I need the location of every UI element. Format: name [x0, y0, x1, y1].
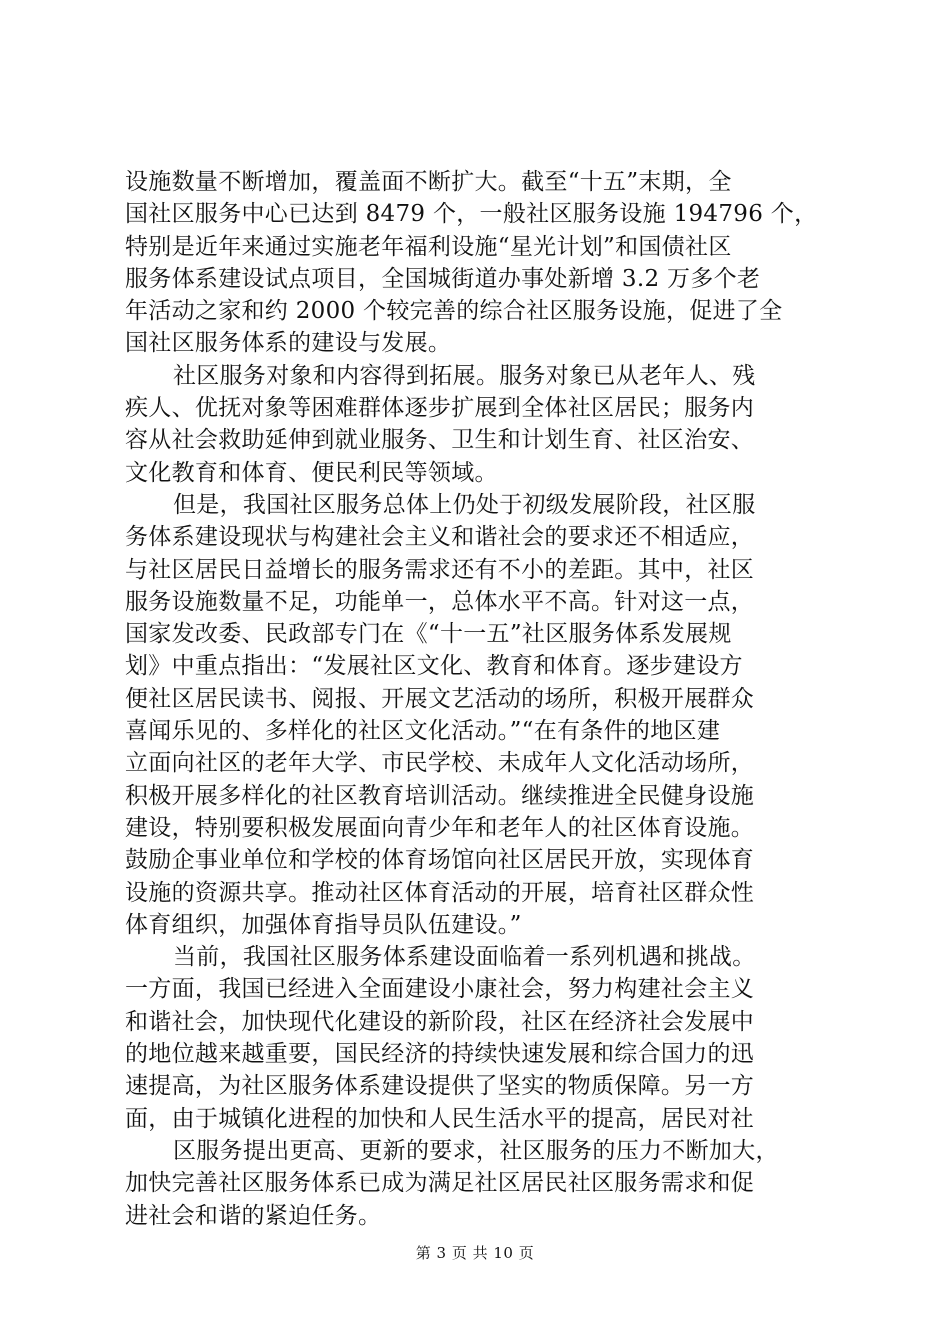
text-line: 社区服务对象和内容得到拓展。服务对象已从老年人、残	[173, 362, 756, 389]
text-line: 容从社会救助延伸到就业服务、卫生和计划生育、社区治安、	[125, 427, 755, 454]
text-line: 建设，特别要积极发展面向青少年和老年人的社区体育设施。	[125, 814, 755, 841]
text-line: 速提高，为社区服务体系建设提供了坚实的物质保障。另一方	[125, 1073, 755, 1100]
text-line: 加快完善社区服务体系已成为满足社区居民社区服务需求和促	[125, 1170, 755, 1197]
text-line: 文化教育和体育、便民利民等领域。	[125, 459, 498, 486]
text-line: 便社区居民读书、阅报、开展文艺活动的场所，积极开展群众	[125, 685, 755, 712]
text-line: 区服务提出更高、更新的要求，社区服务的压力不断加大，	[173, 1137, 779, 1164]
text-line: 务体系建设现状与构建社会主义和谐社会的要求还不相适应，	[125, 524, 755, 551]
text-line: 服务设施数量不足，功能单一，总体水平不高。针对这一点，	[125, 588, 755, 615]
text-line: 但是，我国社区服务总体上仍处于初级发展阶段，社区服	[173, 491, 756, 518]
text-line: 特别是近年来通过实施老年福利设施“星光计划”和国债社区	[125, 233, 732, 260]
text-line: 设施的资源共享。推动社区体育活动的开展，培育社区群众性	[125, 879, 755, 906]
text-line: 年活动之家和约 2000 个较完善的综合社区服务设施，促进了全	[125, 298, 783, 325]
text-line: 立面向社区的老年大学、市民学校、未成年人文化活动场所，	[125, 750, 755, 777]
text-line: 当前，我国社区服务体系建设面临着一系列机遇和挑战。	[173, 944, 756, 971]
text-line: 鼓励企事业单位和学校的体育场馆向社区居民开放，实现体育	[125, 847, 755, 874]
text-line: 疾人、优抚对象等困难群体逐步扩展到全体社区居民；服务内	[125, 395, 755, 422]
text-line: 喜闻乐见的、多样化的社区文化活动。”“在有条件的地区建	[125, 718, 721, 745]
text-line: 积极开展多样化的社区教育培训活动。继续推进全民健身设施	[125, 782, 755, 809]
text-line: 设施数量不断增加，覆盖面不断扩大。截至“十五”末期，全	[125, 169, 732, 195]
text-line: 服务体系建设试点项目，全国城街道办事处新增 3.2 万多个老	[125, 265, 761, 292]
page-number-footer: 第 3 页 共 10 页	[415, 1244, 535, 1262]
text-line: 的地位越来越重要，国民经济的持续快速发展和综合国力的迅	[125, 1041, 755, 1068]
text-line: 体育组织，加强体育指导员队伍建设。”	[125, 911, 522, 938]
text-line: 划》中重点指出：“发展社区文化、教育和体育。逐步建设方	[125, 653, 743, 680]
text-line: 和谐社会，加快现代化建设的新阶段，社区在经济社会发展中	[125, 1008, 755, 1035]
text-line: 国社区服务中心已达到 8479 个，一般社区服务设施 194796 个，	[125, 201, 818, 228]
body-text	[125, 166, 837, 1232]
text-line: 面，由于城镇化进程的加快和人民生活水平的提高，居民对社	[125, 1105, 755, 1132]
text-line: 一方面，我国已经进入全面建设小康社会，努力构建社会主义	[125, 976, 755, 1003]
text-line: 国家发改委、民政部专门在《“十一五”社区服务体系发展规	[125, 621, 732, 648]
text-line: 与社区居民日益增长的服务需求还有不小的差距。其中，社区	[125, 556, 755, 583]
text-line: 进社会和谐的紧迫任务。	[125, 1202, 382, 1229]
text-line: 国社区服务体系的建设与发展。	[125, 330, 452, 357]
